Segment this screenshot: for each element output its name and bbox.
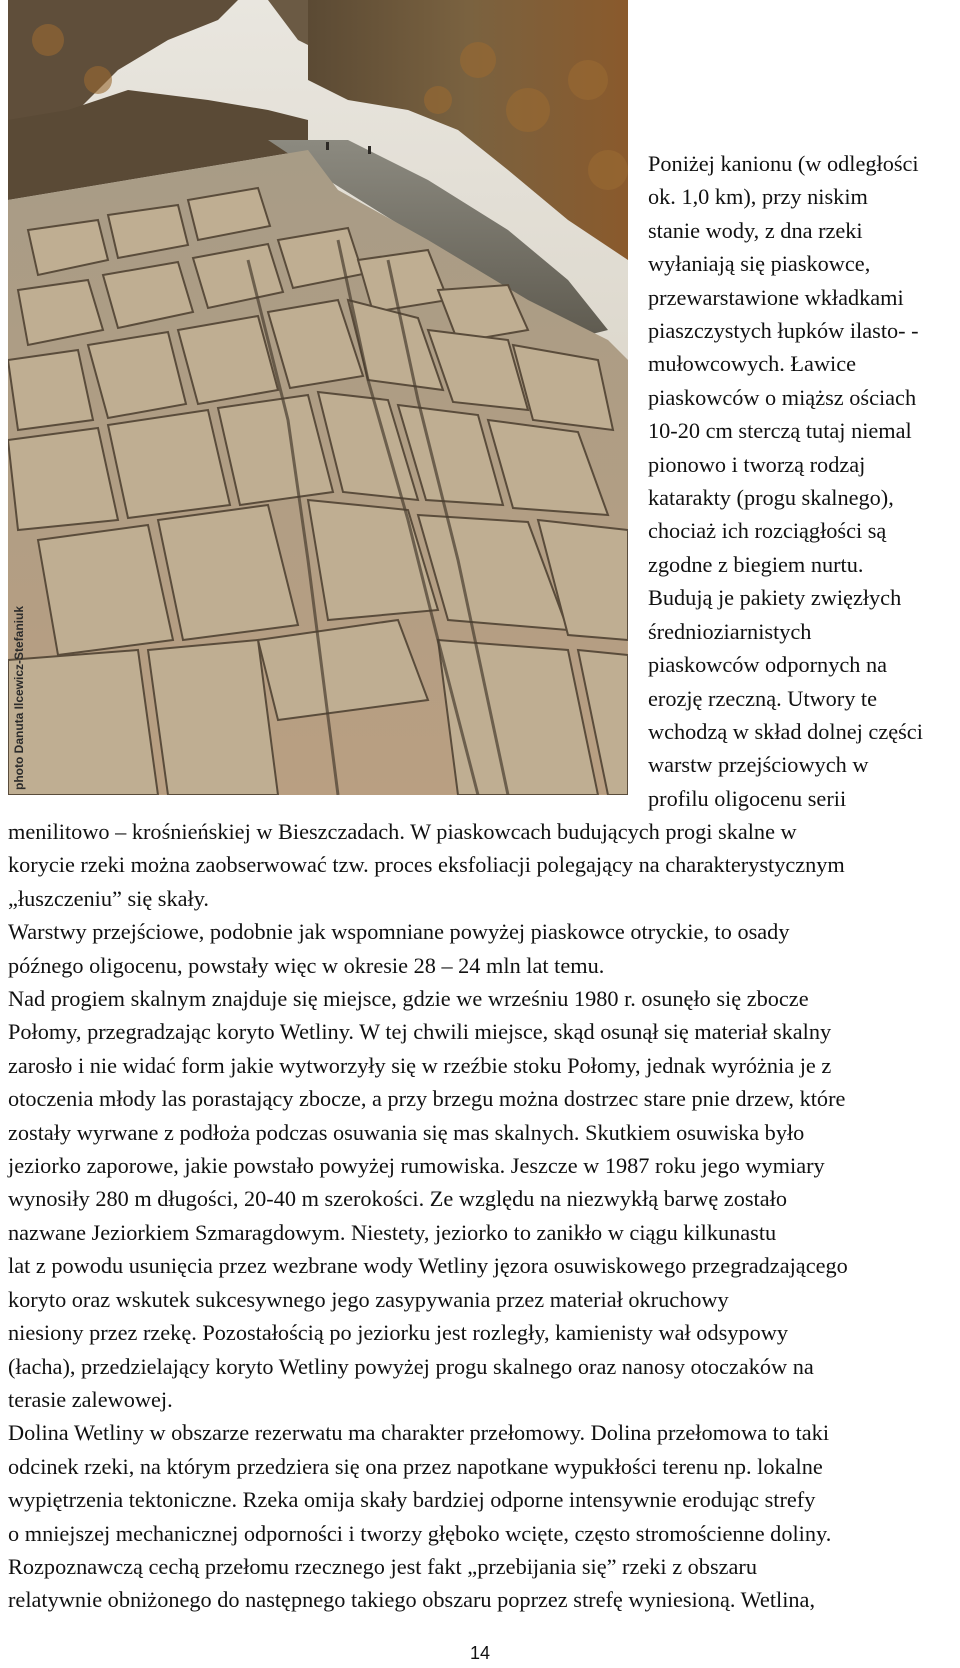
side-paragraph [648, 147, 953, 815]
body-line: odcinek rzeki, na którym przedziera się ona przez napotkane wypukłości terenu np. lokalne [8, 1453, 823, 1479]
body-line: koryto oraz wskutek sukcesywnego jego zasypywania przez materiał okruchowy [8, 1286, 729, 1312]
body-line: menilitowo – krośnieńskiej w Bieszczadach. W piaskowcach budujących progi skalne w [8, 819, 797, 844]
body-line: wypiętrzenia tektoniczne. Rzeka omija skały bardziej odporne intensywnie erodując strefy [8, 1487, 816, 1513]
side-line: piaskowców o miąższ ościach [648, 384, 917, 410]
side-line: warstw przejściowych w [648, 752, 869, 778]
body-line: terasie zalewowej. [8, 1386, 173, 1412]
body-line: niesiony przez rzekę. Pozostałością po jeziorku jest rozległy, kamienisty wał odsypowy [8, 1320, 788, 1346]
body-line: Rozpoznawczą cechą przełomu rzecznego jest fakt „przebijania się” rzeki z obszaru [8, 1553, 758, 1579]
side-line: wchodzą w skład dolnej części [648, 718, 923, 744]
body-line: otoczenia młody las porastający zbocze, a przy brzegu można dostrzec stare pnie drzew, które [8, 1086, 846, 1112]
photo-credit [4, 560, 34, 790]
side-line: pionowo i tworzą rodzaj [648, 451, 866, 477]
side-line: 10-20 cm sterczą tutaj niemal [648, 418, 912, 444]
body-line: późnego oligocenu, powstały więc w okresie 28 – 24 mln lat temu. [8, 952, 605, 978]
riverbed-photo [8, 0, 628, 795]
side-line: mułowcowych. Ławice [648, 351, 857, 377]
body-line: (łacha), przedzielający koryto Wetliny powyżej progu skalnego oraz nanosy otoczaków na [8, 1353, 814, 1379]
body-line: jeziorko zaporowe, jakie powstało powyżej rumowiska. Jeszcze w 1987 roku jego wymiary [8, 1153, 825, 1179]
body-line: zarosło i nie widać form jakie wytworzyły się w rzeźbie stoku Połomy, jednak wyróżnia je z [8, 1052, 832, 1078]
body-line: Połomy, przegradzając koryto Wetliny. W tej chwili miejsce, skąd osunął się materiał skalny [8, 1019, 832, 1045]
body-line: Warstwy przejściowe, podobnie jak wspomniane powyżej piaskowce otryckie, to osady [8, 919, 790, 945]
body-line: zostały wyrwane z podłoża podczas osuwania się mas skalnych. Skutkiem osuwiska było [8, 1119, 805, 1145]
side-line: erozję rzeczną. Utwory te [648, 685, 878, 711]
body-line: o mniejszej mechanicznej odporności i tworzy głęboko wcięte, często stromościenne doliny. [8, 1520, 832, 1546]
side-line: piaskowców odpornych na [648, 652, 888, 678]
side-line: przewarstawione wkładkami [648, 284, 904, 310]
body-line: nazwane Jeziorkiem Szmaragdowym. Niestety, jeziorko to zanikło w ciągu kilkunastu [8, 1219, 777, 1245]
side-line: Budują je pakiety zwięzłych [648, 585, 902, 611]
photo-credit-text: photo Danuta Ilcewicz-Stefaniuk [12, 605, 26, 790]
body-line: wynosiły 280 m długości, 20-40 m szerokości. Ze względu na niezwykłą barwę zostało [8, 1186, 787, 1212]
body-line: Dolina Wetliny w obszarze rezerwatu ma charakter przełomowy. Dolina przełomowa to taki [8, 1420, 830, 1446]
body-line: lat z powodu usunięcia przez wezbrane wody Wetliny jęzora osuwiskowego przegradzającego [8, 1253, 848, 1279]
side-line: profilu oligocenu serii [648, 785, 847, 811]
body-paragraph [8, 815, 956, 1617]
body-line: korycie rzeki można zaobserwować tzw. proces eksfoliacji polegający na charakterystycznym [8, 852, 845, 878]
riverbed-photo-graphic [8, 0, 628, 795]
body-line: „łuszczeniu” się skały. [8, 885, 209, 911]
side-line: ok. 1,0 km), przy niskim [648, 184, 868, 210]
side-line: stanie wody, z dna rzeki [648, 217, 863, 243]
side-line: piaszczystych łupków ilasto- - [648, 318, 919, 344]
side-line: chociaż ich rozciągłości są [648, 518, 887, 544]
side-line: zgodne z biegiem nurtu. [648, 551, 864, 577]
page-number: 14 [469, 1643, 491, 1663]
side-line: średnioziarnistych [648, 618, 812, 644]
side-line: Poniżej kanionu (w odległości [648, 151, 919, 176]
side-line: katarakty (progu skalnego), [648, 485, 894, 511]
body-line: Nad progiem skalnym znajduje się miejsce, gdzie we wrześniu 1980 r. osunęło się zbocze [8, 986, 809, 1012]
side-line: wyłaniają się piaskowce, [648, 251, 871, 277]
body-line: relatywnie obniżonego do następnego takiego obszaru poprzez strefę wyniesioną. Wetlina, [8, 1587, 816, 1613]
